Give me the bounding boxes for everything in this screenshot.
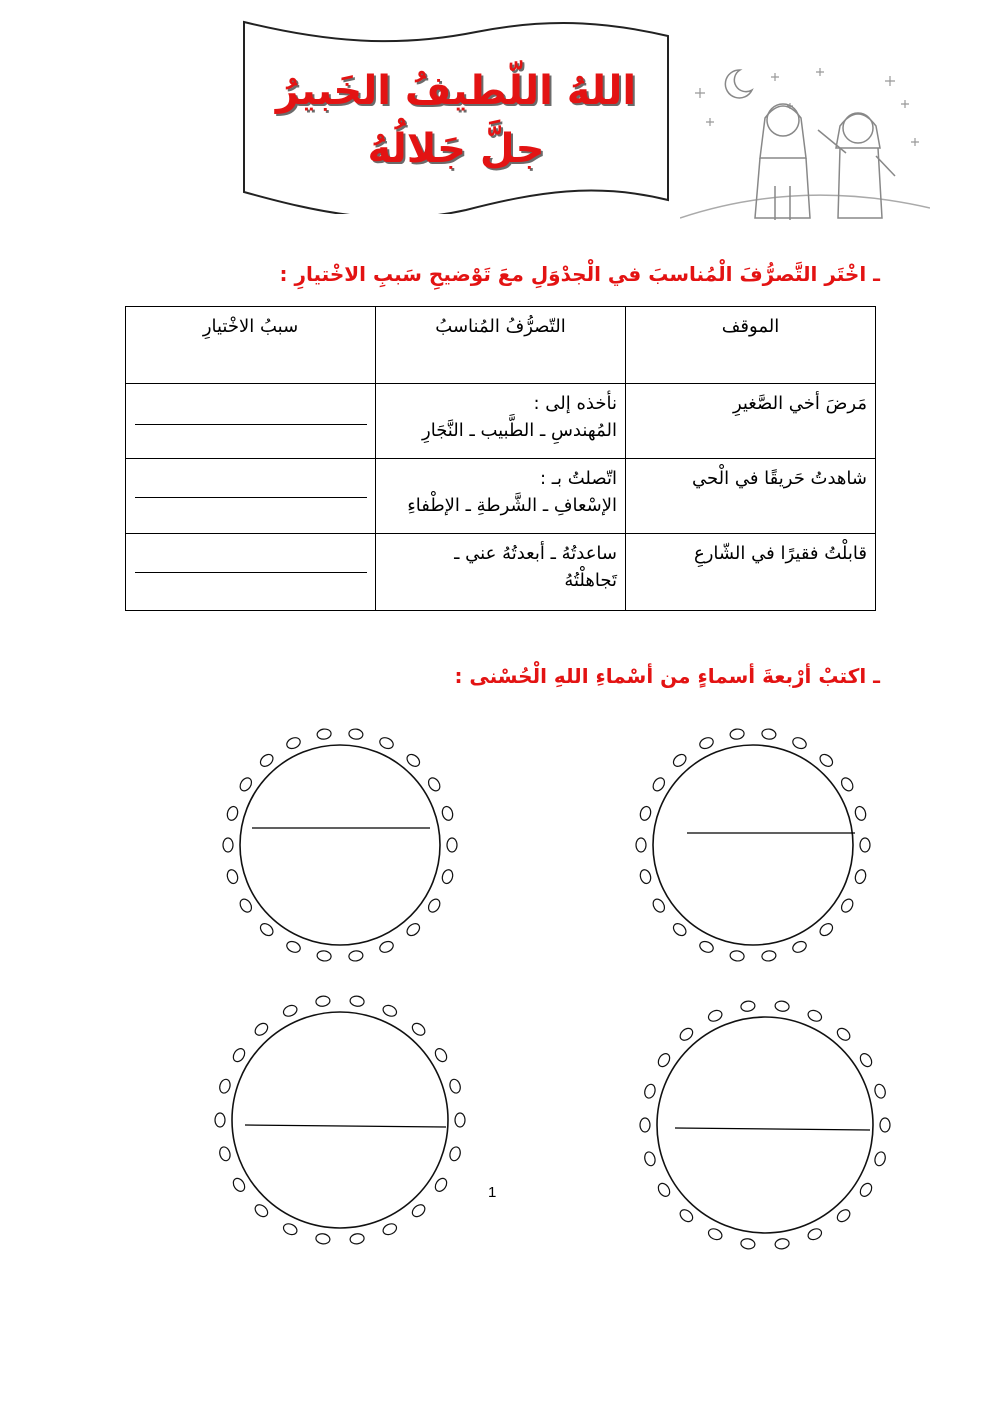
- scallop-loop: [349, 995, 364, 1007]
- scallop-loop: [639, 868, 653, 884]
- scallop-loop: [381, 1003, 398, 1018]
- scallop-loop: [455, 1113, 465, 1127]
- scallop-loop: [639, 805, 653, 821]
- reason-cell: [126, 384, 376, 459]
- reason-cell: [126, 459, 376, 534]
- scallop-loop: [448, 1078, 462, 1094]
- situation-cell: قابلْتُ فقيرًا في الشّارعِ: [626, 534, 876, 611]
- action-options: تَجاهلْتُهُ: [564, 570, 617, 591]
- situation-cell: شاهدتُ حَريقًا في الْحي: [626, 459, 876, 534]
- scallop-loop: [258, 752, 275, 769]
- scallop-loop: [426, 897, 442, 914]
- scallop-loop: [349, 1233, 364, 1245]
- scallop-loop: [880, 1118, 890, 1132]
- situations-table: [125, 306, 876, 611]
- reason-cell: [126, 534, 376, 611]
- scallop-loop: [231, 1047, 247, 1064]
- section1-heading: ـ اخْتَر التَّصرُّفَ الْمُناسبَ في الْجدْوَلِ معَ تَوْضيحِ سَببِ الاخْتيارِ :: [279, 262, 880, 286]
- scallop-loop: [678, 1026, 695, 1043]
- scallop-loop: [656, 1052, 672, 1069]
- table-row: [126, 384, 876, 459]
- scallop-loop: [643, 1151, 657, 1167]
- scallop-loop: [426, 776, 442, 793]
- scallop-loop: [698, 939, 715, 954]
- header-action: التّصرُّفُ المُناسبُ: [376, 307, 626, 384]
- scallop-loop: [774, 1238, 789, 1250]
- action-prompt: نأخذه إلى :: [533, 393, 617, 414]
- scallop-loop: [761, 950, 776, 962]
- scallop-loop: [643, 1083, 657, 1099]
- scallop-loop: [282, 1222, 299, 1237]
- scallop-loop: [791, 939, 808, 954]
- scallop-loop: [707, 1008, 724, 1023]
- action-cell: [376, 384, 626, 459]
- scallop-loop: [839, 776, 855, 793]
- scallop-loop: [381, 1222, 398, 1237]
- scallop-loop: [640, 1118, 650, 1132]
- scallop-loop: [678, 1207, 695, 1224]
- title-banner: [236, 14, 676, 214]
- kids-stargazing-illustration: [680, 58, 930, 233]
- name-circle-bottom-right: [640, 1000, 890, 1249]
- scallop-loop: [671, 921, 688, 938]
- scallop-loop: [447, 838, 457, 852]
- scallop-loop: [854, 805, 868, 821]
- scallop-loop: [441, 868, 455, 884]
- situation-cell: مَرضَ أخي الصَّغيرِ: [626, 384, 876, 459]
- reason-answer-line[interactable]: [135, 497, 367, 498]
- scallop-loop: [806, 1008, 823, 1023]
- scallop-loop: [378, 736, 395, 751]
- scallop-loop: [839, 897, 855, 914]
- scallop-loop: [316, 728, 331, 740]
- scallop-loop: [835, 1207, 852, 1224]
- scallop-loop: [860, 838, 870, 852]
- scallop-loop: [410, 1021, 427, 1038]
- scallop-loop: [378, 939, 395, 954]
- name-writing-line[interactable]: [675, 1128, 870, 1130]
- reason-answer-line[interactable]: [135, 424, 367, 425]
- section2-heading: ـ اكتبْ أرْبعةَ أسماءٍ من أسْماءِ اللهِ الْحُسْنى :: [454, 664, 880, 688]
- scallop-loop: [698, 736, 715, 751]
- scallop-loop: [448, 1146, 462, 1162]
- scallop-loop: [791, 736, 808, 751]
- action-prompt: ساعدتُهُ ـ أبعدتُهُ عني ـ: [454, 543, 617, 564]
- scallop-loop: [215, 1113, 225, 1127]
- scallop-loop: [433, 1047, 449, 1064]
- scallop-loop: [253, 1202, 270, 1219]
- name-writing-line[interactable]: [245, 1125, 446, 1127]
- table-row: [126, 459, 876, 534]
- scallop-loop: [238, 897, 254, 914]
- scallop-loop: [636, 838, 646, 852]
- banner-title-line1: اللهُ اللّطيفُ الخَبيرُ: [275, 68, 637, 114]
- page-number: 1: [488, 1184, 497, 1201]
- scallop-loop: [873, 1083, 887, 1099]
- scallop-loop: [656, 1181, 672, 1198]
- scallop-loop: [858, 1052, 874, 1069]
- banner-title-line2: جلَّ جَلالُهُ: [367, 126, 545, 172]
- scallop-loop: [854, 868, 868, 884]
- scallop-loop: [226, 868, 240, 884]
- boy-figure: [818, 113, 895, 218]
- scallop-loop: [315, 1233, 330, 1245]
- scallop-loop: [651, 776, 667, 793]
- scallop-loop: [405, 921, 422, 938]
- crescent-moon-icon: [725, 70, 752, 98]
- names-circles-area: [190, 700, 940, 1260]
- scallop-loop: [231, 1176, 247, 1193]
- girl-figure: [755, 104, 810, 220]
- scallop-loop: [315, 995, 330, 1007]
- scallop-loop: [441, 805, 455, 821]
- scallop-loop: [316, 950, 331, 962]
- action-cell: [376, 534, 626, 611]
- name-circle-bottom-left: [215, 995, 465, 1244]
- scallop-loop: [806, 1227, 823, 1242]
- name-circle-top-left: [223, 728, 457, 962]
- header-reason: سببُ الاخْتيارِ: [126, 307, 376, 384]
- scallop-loop: [835, 1026, 852, 1043]
- scallop-loop: [285, 939, 302, 954]
- scallop-loop: [729, 950, 744, 962]
- scallop-loop: [740, 1238, 755, 1250]
- scallop-loop: [218, 1078, 232, 1094]
- scallop-loop: [218, 1146, 232, 1162]
- scallop-loop: [740, 1000, 755, 1012]
- scallop-loop: [774, 1000, 789, 1012]
- scallop-loop: [226, 805, 240, 821]
- scallop-loop: [238, 776, 254, 793]
- scallop-loop: [410, 1202, 427, 1219]
- scallop-loop: [858, 1181, 874, 1198]
- scallop-loop: [729, 728, 744, 740]
- scallop-loop: [818, 921, 835, 938]
- scallop-loop: [433, 1176, 449, 1193]
- scallop-loop: [348, 728, 363, 740]
- action-options: الإسْعافِ ـ الشَّرطةِ ـ الإطْفاءِ: [407, 495, 617, 516]
- scallop-loop: [405, 752, 422, 769]
- scallop-loop: [761, 728, 776, 740]
- scallop-loop: [258, 921, 275, 938]
- scallop-loop: [707, 1227, 724, 1242]
- scallop-loop: [285, 736, 302, 751]
- scallop-loop: [651, 897, 667, 914]
- scallop-loop: [671, 752, 688, 769]
- action-prompt: اتّصلتُ بـ :: [539, 468, 617, 489]
- scallop-loop: [818, 752, 835, 769]
- scallop-loop: [282, 1003, 299, 1018]
- table-row: [126, 534, 876, 611]
- header-situation: الموقف: [626, 307, 876, 384]
- scallop-loop: [223, 838, 233, 852]
- stars-icon: [695, 68, 919, 146]
- scallop-loop: [348, 950, 363, 962]
- reason-answer-line[interactable]: [135, 572, 367, 573]
- table-header-row: [126, 307, 876, 384]
- scallop-loop: [873, 1151, 887, 1167]
- action-options: المُهندسِ ـ الطَّبيب ـ النَّجَارِ: [422, 420, 617, 441]
- scallop-loop: [253, 1021, 270, 1038]
- action-cell: [376, 459, 626, 534]
- name-circle-top-right: [636, 728, 870, 962]
